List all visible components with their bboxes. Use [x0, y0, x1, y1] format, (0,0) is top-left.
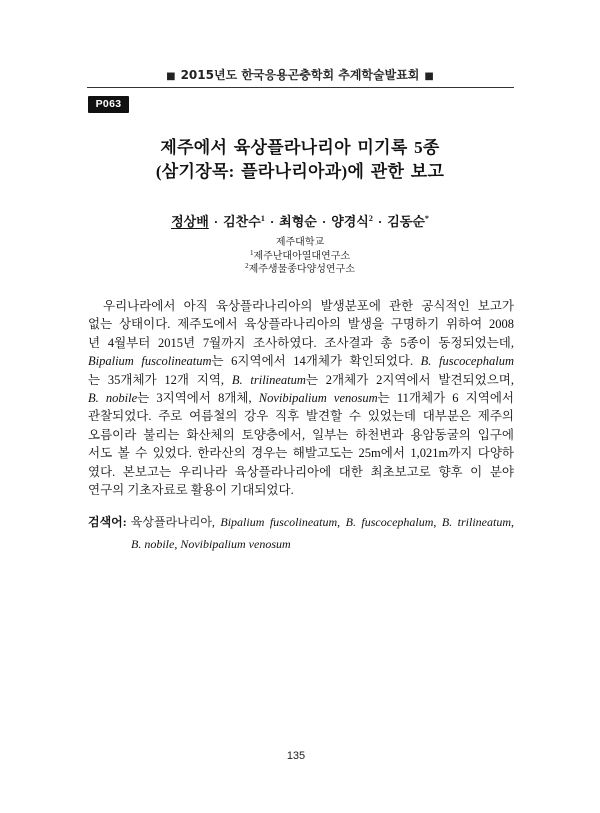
affiliation-mark: 2	[245, 262, 249, 270]
author	[279, 214, 317, 229]
text-run: 였다. 본보고는 우리나라 육상플라나리아에 대한 최초보고로 향후 이 분야	[88, 464, 514, 479]
author	[223, 214, 265, 229]
text-run: ,	[337, 515, 346, 529]
text-run: 는 11개체가 6 지역에서	[377, 391, 514, 406]
scientific-name: Novibipalium venosum	[258, 391, 378, 406]
text-run: 육상플라나리아,	[130, 515, 221, 529]
text-line	[88, 352, 514, 370]
affiliation-name: 제주대학교	[275, 237, 325, 248]
text-line	[88, 463, 514, 481]
corresponding-mark: *	[424, 214, 429, 223]
text-run: 는 2개체가 2지역에서 발견되었으며,	[305, 372, 514, 387]
affiliation-name: 제주난대아열대연구소	[253, 250, 351, 262]
text-line	[88, 371, 514, 389]
scientific-name: B. nobile	[88, 391, 138, 406]
scientific-name: Novibipalium venosum	[180, 537, 291, 551]
author-name: 김동순	[387, 214, 425, 229]
presenting-author: 정상배	[171, 214, 209, 229]
text-run: 년 4월부터 2015년 7월까지 조사하였다. 조사결과 총 5종이 동정되었는데,	[88, 335, 514, 350]
affiliation-list	[0, 236, 600, 277]
scientific-name: B. nobile	[131, 537, 175, 551]
author-name: 최형순	[279, 214, 317, 229]
author-separator: ·	[269, 214, 275, 229]
text-line	[88, 426, 514, 444]
text-run: 관찰되었다. 주로 여름철의 강우 직후 발견할 수 있었는데 대부분은 제주의	[88, 409, 514, 424]
affiliation	[0, 236, 600, 250]
author-separator: ·	[321, 214, 327, 229]
affiliation-mark: 2	[368, 214, 373, 223]
scientific-name: B. fuscocephalum	[345, 515, 434, 529]
affiliation	[0, 250, 600, 264]
scientific-name: Bipalium fuscolineatum	[88, 354, 212, 369]
square-bullet-icon: ■	[424, 71, 434, 82]
text-line	[88, 533, 514, 555]
text-line	[88, 389, 514, 407]
text-line	[88, 407, 514, 425]
text-run: ,	[174, 537, 181, 551]
text-run: 서도 볼 수 있었다. 한라산의 경우는 해발고도는 25m에서 1,021m까지 다양하	[88, 446, 514, 461]
affiliation	[0, 263, 600, 277]
scientific-name: B. fuscocephalum	[420, 354, 514, 369]
author-separator: ·	[213, 214, 219, 229]
text-run: ,	[433, 515, 442, 529]
text-line	[88, 334, 514, 352]
author	[331, 214, 373, 229]
text-run: 없는 상태이다. 제주도에서 육상플라나리아의 발생을 구명하기 위하여 2008	[88, 317, 514, 332]
author-name: 양경식	[331, 214, 369, 229]
text-run: 는 3지역에서 8개체,	[137, 391, 259, 406]
paper-title	[0, 136, 600, 184]
text-run: ,	[511, 515, 515, 529]
square-bullet-icon: ■	[166, 71, 176, 82]
affiliation-mark: 1	[249, 248, 254, 257]
affiliation-mark: 1	[260, 214, 265, 223]
scientific-name: B. trilineatum	[441, 515, 512, 529]
text-run: 연구의 기초자료로 활용이 기대되었다.	[88, 483, 294, 498]
title-line: 제주에서 육상플라나리아 미기록 5종	[160, 138, 440, 157]
text-run: 는 35개체가 12개 지역,	[88, 372, 232, 387]
abstract-body	[88, 297, 514, 499]
text-line	[88, 315, 514, 333]
text-run: 우리나라에서 아직 육상플라나리아의 발생분포에 관한 공식적인 보고가	[103, 299, 514, 313]
conference-title: 2015년도 한국응용곤충학회 추계학술발표회	[180, 68, 420, 82]
scientific-name: B. trilineatum	[231, 372, 306, 387]
text-line	[88, 481, 514, 499]
author-list	[0, 213, 600, 231]
text-line	[88, 444, 514, 462]
scientific-name: Bipalium fuscolineatum	[220, 515, 338, 529]
poster-id-badge: P063	[88, 96, 129, 113]
title-line: (삼기장목: 플라나리아과)에 관한 보고	[155, 162, 445, 181]
author-name: 김찬수	[223, 214, 261, 229]
text-run: 는 6지역에서 14개체가 확인되었다.	[211, 354, 421, 369]
author-separator: ·	[377, 214, 383, 229]
keywords	[88, 511, 514, 555]
text-run: 오름이라 불리는 화산체의 토양층에서, 일부는 하천변과 용암동굴의 입구에	[88, 427, 514, 442]
header-divider	[87, 87, 514, 88]
text-line	[88, 511, 514, 533]
page-number: 135	[286, 750, 306, 762]
conference-header	[0, 67, 600, 85]
text-line	[88, 297, 514, 315]
affiliation-name: 제주생물종다양성연구소	[248, 264, 355, 275]
keywords-label: 검색어:	[88, 515, 127, 529]
author	[387, 214, 429, 229]
